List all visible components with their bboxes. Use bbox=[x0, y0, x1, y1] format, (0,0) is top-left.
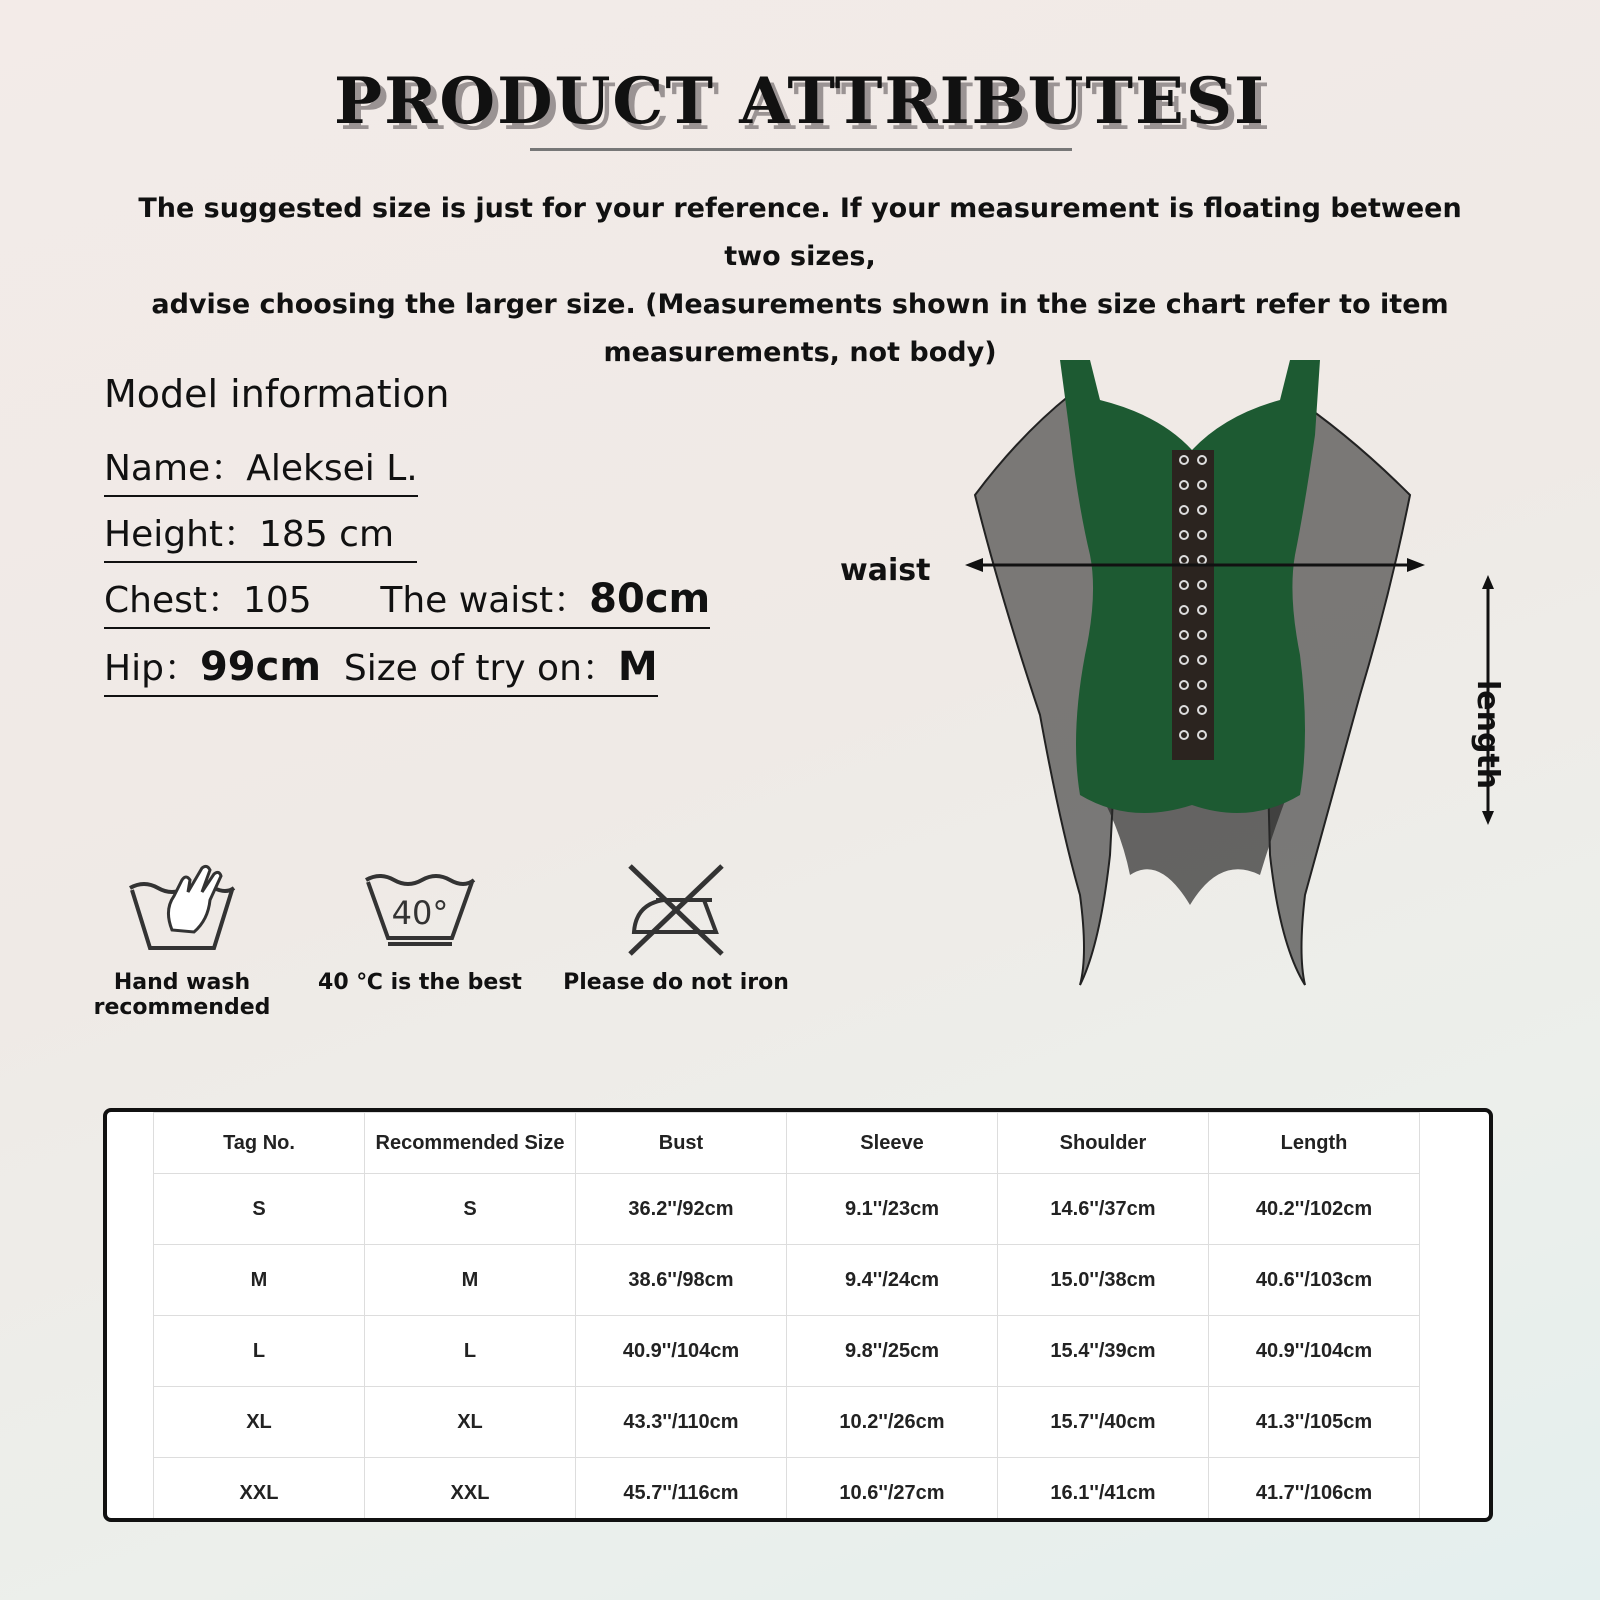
table-cell: 9.8''/25cm bbox=[787, 1316, 998, 1387]
care-label: Please do not iron bbox=[563, 970, 789, 995]
care-wash-40 bbox=[300, 860, 540, 995]
size-note-line: The suggested size is just for your reference. If your measurement is floating between two sizes, bbox=[138, 193, 1462, 272]
table-row bbox=[154, 1458, 1420, 1523]
table-cell: 9.1''/23cm bbox=[787, 1174, 998, 1245]
table-cell: L bbox=[365, 1316, 576, 1387]
waist-arrow bbox=[965, 550, 1425, 580]
table-cell: 10.2''/26cm bbox=[787, 1387, 998, 1458]
model-chest-value: 105 bbox=[242, 580, 312, 621]
column-header: Sleeve bbox=[787, 1113, 998, 1174]
care-hand-wash bbox=[62, 860, 302, 1020]
table-cell: 43.3''/110cm bbox=[576, 1387, 787, 1458]
column-header: Tag No. bbox=[154, 1113, 365, 1174]
size-chart bbox=[103, 1108, 1493, 1522]
table-cell: M bbox=[365, 1245, 576, 1316]
model-hip-size-line bbox=[104, 640, 658, 697]
table-cell: 36.2''/92cm bbox=[576, 1174, 787, 1245]
table-cell: 10.6''/27cm bbox=[787, 1458, 998, 1523]
model-height-value: 185 cm bbox=[259, 514, 395, 555]
size-note-line: advise choosing the larger size. (Measurements shown in the size chart refer to item bbox=[151, 289, 1449, 320]
table-cell: S bbox=[365, 1174, 576, 1245]
page-title: PRODUCT ATTRIBUTESI bbox=[334, 64, 1266, 139]
wash-40-icon bbox=[360, 860, 480, 960]
table-cell: S bbox=[154, 1174, 365, 1245]
table-header-row bbox=[154, 1113, 1420, 1174]
table-row bbox=[154, 1316, 1420, 1387]
model-waist-label: The waist： bbox=[380, 580, 590, 621]
table-cell: 15.4''/39cm bbox=[998, 1316, 1209, 1387]
table-cell: 40.2''/102cm bbox=[1209, 1174, 1420, 1245]
size-note-line: measurements, not body) bbox=[603, 337, 997, 368]
column-header: Recommended Size bbox=[365, 1113, 576, 1174]
table-cell: 41.7''/106cm bbox=[1209, 1458, 1420, 1523]
model-name-value: Aleksei L. bbox=[246, 448, 418, 489]
column-header: Length bbox=[1209, 1113, 1420, 1174]
length-label: length bbox=[1470, 680, 1505, 790]
model-name-label: Name： bbox=[104, 448, 247, 489]
care-label: Hand wash bbox=[113, 970, 251, 995]
table-cell: 16.1''/41cm bbox=[998, 1458, 1209, 1523]
model-info-heading: Model information bbox=[104, 372, 450, 416]
table-cell: 15.0''/38cm bbox=[998, 1245, 1209, 1316]
size-table bbox=[153, 1112, 1420, 1522]
table-cell: 40.9''/104cm bbox=[1209, 1316, 1420, 1387]
waist-label: waist bbox=[840, 553, 931, 588]
model-chest-waist-line bbox=[104, 572, 710, 629]
table-row bbox=[154, 1387, 1420, 1458]
model-chest-label: Chest： bbox=[104, 580, 243, 621]
table-cell: XXL bbox=[154, 1458, 365, 1523]
care-label: 40 ℃ is the best bbox=[318, 970, 522, 995]
table-cell: L bbox=[154, 1316, 365, 1387]
model-hip-value: 99cm bbox=[199, 644, 321, 690]
table-cell: M bbox=[154, 1245, 365, 1316]
hand-wash-icon bbox=[122, 860, 242, 960]
table-row bbox=[154, 1245, 1420, 1316]
column-header: Shoulder bbox=[998, 1113, 1209, 1174]
no-iron-icon bbox=[616, 860, 736, 960]
table-row bbox=[154, 1174, 1420, 1245]
model-size-label: Size of try on： bbox=[343, 648, 618, 689]
table-cell: 45.7''/116cm bbox=[576, 1458, 787, 1523]
title-divider bbox=[530, 148, 1072, 151]
table-cell: 14.6''/37cm bbox=[998, 1174, 1209, 1245]
model-height-label: Height： bbox=[104, 514, 260, 555]
table-cell: XL bbox=[154, 1387, 365, 1458]
lacing-strip bbox=[1172, 450, 1214, 760]
table-cell: 40.9''/104cm bbox=[576, 1316, 787, 1387]
table-cell: 9.4''/24cm bbox=[787, 1245, 998, 1316]
table-cell: 38.6''/98cm bbox=[576, 1245, 787, 1316]
size-note bbox=[120, 185, 1480, 377]
wash-temp-text: 40° bbox=[391, 894, 449, 932]
model-name-line bbox=[104, 440, 418, 497]
garment-illustration bbox=[960, 355, 1430, 1005]
column-header: Bust bbox=[576, 1113, 787, 1174]
table-cell: XL bbox=[365, 1387, 576, 1458]
model-size-value: M bbox=[617, 644, 658, 690]
care-no-iron bbox=[556, 860, 796, 995]
model-height-line bbox=[104, 506, 417, 563]
table-cell: 40.6''/103cm bbox=[1209, 1245, 1420, 1316]
model-hip-label: Hip： bbox=[104, 648, 200, 689]
table-cell: 41.3''/105cm bbox=[1209, 1387, 1420, 1458]
care-label: recommended bbox=[93, 995, 271, 1020]
table-cell: 15.7''/40cm bbox=[998, 1387, 1209, 1458]
table-cell: XXL bbox=[365, 1458, 576, 1523]
model-waist-value: 80cm bbox=[589, 576, 711, 622]
